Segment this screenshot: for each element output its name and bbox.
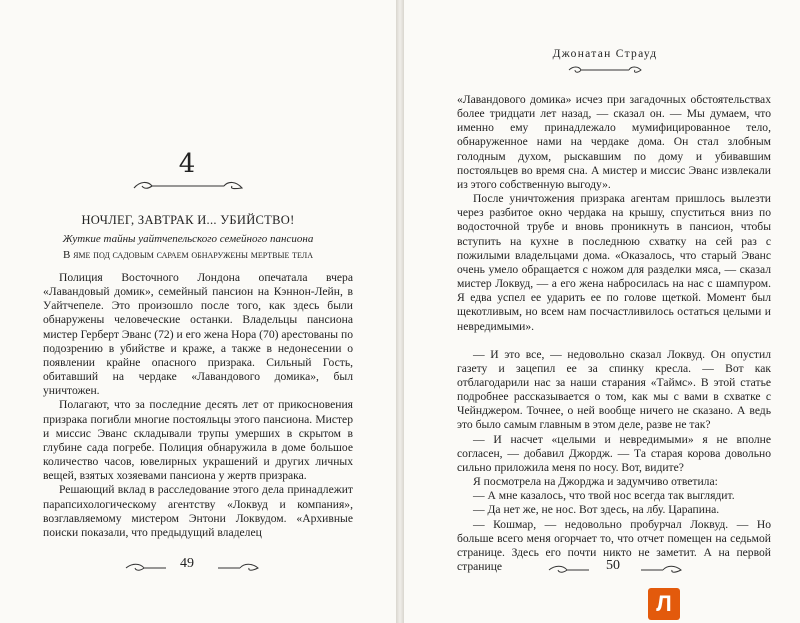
chapter-ornament (130, 179, 246, 193)
right-body-text (457, 93, 771, 574)
page-number-right: 50 (606, 558, 620, 573)
page-number-left: 49 (180, 556, 194, 571)
chapter-title: НОЧЛЕГ, ЗАВТРАК И... УБИЙСТВО! (81, 213, 295, 227)
paragraph: После уничтожения призрака агентам пришлось вылезти через разбитое окно чердака на крышу, спуститься вниз по водосточной трубе и вновь проникнуть в пансион, чтобы вступить на кухне в последнюю схватку на сей раз с пожилыми владельцами дома. «Оказалось, что старый Эванс очень умело обращается с ножом для разделки мяса, — сказал мистер Локвуд, — а его жена набросилась на нас с шампуром. Я едва успел ее ударить ее по голове щеткой. Момент был щекотливым, но всем нам посчастливилось остаться целыми и невредимыми». (457, 192, 771, 333)
dialogue-line: — И насчет «целыми и невредимыми» я не вполне согласен, — добавил Джордж. — Та старая корова довольно сильно приложила меня по носу. Вот, видите? (457, 432, 771, 474)
dialogue-block (457, 348, 771, 575)
paragraph: Полагают, что за последние десять лет от прикосновения призрака погибли многие постояльцы этого пансиона. Мистер и миссис Эванс складывали трупы умерших в скрытом в глубине сада погребе. Полиция обнаружила в доме большое количество часов, ювелирных украшений и других личных вещей, взятых хозяевами пансиона у жертв призрака. (43, 398, 353, 483)
dialogue-line: — И это все, — недовольно сказал Локвуд. Он опустил газету и зацепил ее за спинку кресла. — Вот как отблагодарили нас за наши старания «Таймс». В этой статье подробнее рассказывается о том, как мы с вами в схватке с Чейнджером. Точнее, о ней вообще ничего не сказано. А ведь это было самым главным в этом деле, разве не так? (457, 347, 771, 432)
book-gutter (396, 0, 404, 623)
paragraph: Полиция Восточного Лондона опечатала вчера «Лавандовый домик», семейный пансион на Кэннон-Лейн, в Уайтчепеле. Это произошло после того, как здесь были обнаружены человеческие останки. Владельцы пансиона мистер Герберт Эванс (72) и его жена Нора (70) арестованы по подозрению в убийстве и краже, а также в недонесении о появлении крайне опасного призрака. Сильный Гость, обитавший на чердаке «Лавандового домика», был уничтожен. (43, 271, 353, 398)
left-body-text (43, 271, 353, 540)
running-head-ornament (565, 64, 645, 76)
paragraph: Решающий вклад в расследование этого дела принадлежит парапсихологическому агентству «Локвуд и компания», возглавляемому мистером Энтони Локвудом. «Архивные поиски показали, что предыдущий владелец (43, 483, 353, 539)
running-head: Джонатан Страуд (552, 48, 658, 60)
chapter-subtitle-2: В яме под садовым сараем обнаружены мертвые тела (63, 249, 313, 261)
paragraph: «Лавандового домика» исчез при загадочных обстоятельствах более тридцати лет назад, — сказал он. — Мы думаем, что именно ему принадлежало мумифицированное тело, обнаруженное нами на чердаке дома. Он стал злобным голодным духом, рыскавшим по дому и убивавшим постояльцев во время сна. А мистер и миссис Эванс извлекали из этого собственную выгоду». (457, 93, 771, 191)
dialogue-line: — Да нет же, не нос. Вот здесь, на лбу. Царапина. (473, 503, 720, 517)
dialogue-line: — А мне казалось, что твой нос всегда так выглядит. (473, 489, 735, 503)
dialogue-line: Я посмотрела на Джорджа и задумчиво ответила: (473, 475, 718, 489)
dialogue-line: — Кошмар, — недовольно пробурчал Локвуд. — Но больше всего меня огорчает то, что отчет помещен на седьмой странице. Здесь его почти никто не заметит. А на первой странице (457, 517, 771, 573)
chapter-number: 4 (178, 149, 196, 179)
publisher-logo: Л (648, 588, 680, 620)
chapter-subtitle-1: Жуткие тайны уайтчепельского семейного пансиона (62, 233, 314, 245)
